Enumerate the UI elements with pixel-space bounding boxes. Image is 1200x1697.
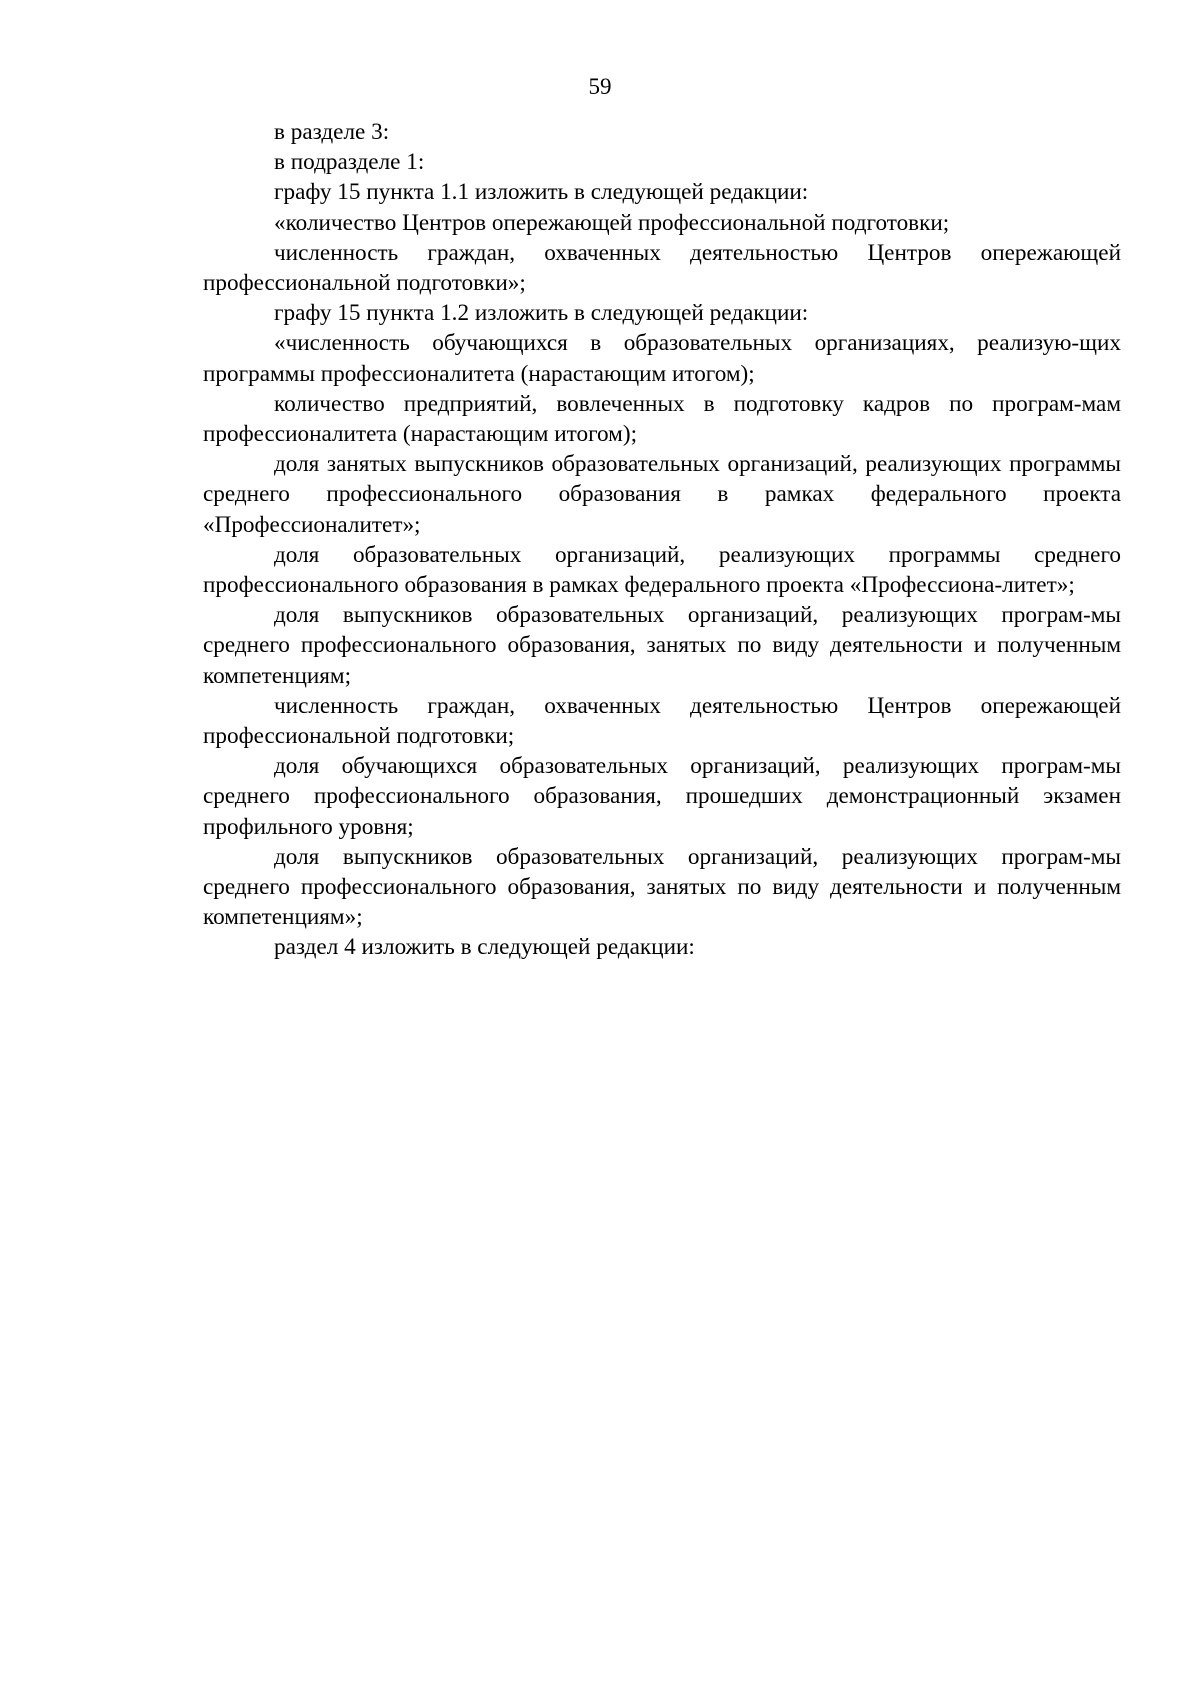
paragraph-section-4: раздел 4 изложить в следующей редакции:	[274, 934, 695, 961]
paragraph-graduates-by-competence-2: доля выпускников образовательных организаций, реализующих програм-мы среднего профессионального образования, занятых по виду деятельности и полученным компетенциям»;	[203, 843, 1121, 931]
paragraph-centers-count: «количество Центров опережающей профессиональной подготовки;	[274, 209, 950, 236]
paragraph-citizens-covered-2: численность граждан, охваченных деятельностью Центров опережающей профессиональной подготовки;	[203, 692, 1121, 750]
paragraph-column-15-item-1-2: графу 15 пункта 1.2 изложить в следующей редакции:	[274, 300, 809, 327]
paragraph-enterprises-count: количество предприятий, вовлеченных в подготовку кадров по програм-мам профессионалитета (нарастающим итогом);	[203, 390, 1121, 448]
document-body	[203, 117, 1121, 963]
paragraph-subsection-1: в подразделе 1:	[274, 149, 425, 176]
paragraph-employed-graduates-share: доля занятых выпускников образовательных организаций, реализующих программы среднего профессионального образования в рамках федерального проекта «Профессионалитет»;	[203, 451, 1121, 538]
paragraph-organizations-share: доля образовательных организаций, реализующих программы среднего профессионального образования в рамках федерального проекта «Профессиона-литет»;	[203, 541, 1121, 599]
paragraph-column-15-item-1-1: графу 15 пункта 1.1 изложить в следующей редакции:	[274, 179, 809, 206]
page-number: 59	[588, 74, 612, 99]
paragraph-students-count: «численность обучающихся в образовательных организациях, реализую-щих программы профессионалитета (нарастающим итогом);	[203, 330, 1121, 387]
paragraph-graduates-by-competence: доля выпускников образовательных организаций, реализующих програм-мы среднего профессионального образования, занятых по виду деятельности и полученным компетенциям;	[203, 602, 1121, 689]
paragraph-citizens-covered: численность граждан, охваченных деятельностью Центров опережающей профессиональной подготовки»;	[203, 239, 1121, 297]
paragraph-section-3: в разделе 3:	[274, 119, 390, 145]
paragraph-demo-exam-share: доля обучающихся образовательных организаций, реализующих програм-мы среднего профессионального образования, прошедших демонстрационный экзамен профильного уровня;	[203, 753, 1121, 840]
